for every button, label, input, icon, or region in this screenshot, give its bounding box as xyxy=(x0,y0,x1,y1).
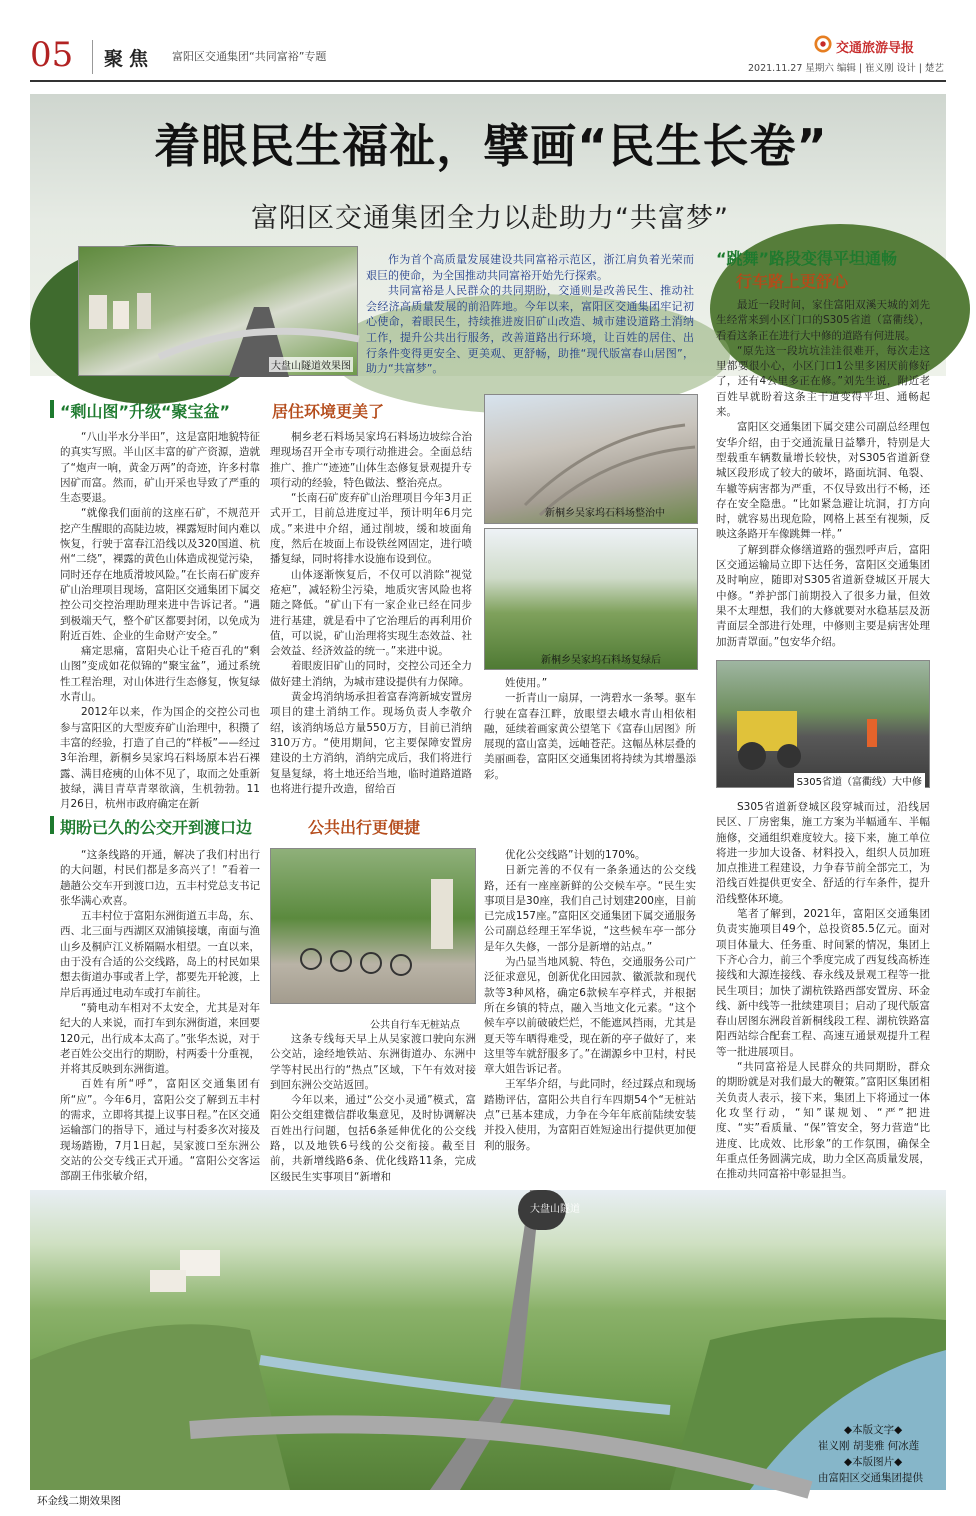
section1-column-3 xyxy=(484,676,696,794)
headline-subtitle: 富阳区交通集团全力以赴助力“共富梦” xyxy=(251,203,729,234)
section2-title-a: 期盼已久的公交开到渡口边 xyxy=(60,818,253,837)
paragraph: 五丰村位于富阳东洲街道五丰岛，东、西、北三面与西湖区双浦镇接壤，南面与渔山乡及桐庐江义桥隔隔水相望。一直以来，由于没有合适的公交线路，岛上的村民如果想去街道办事或者上学，都要先开轮渡，上岸后再通过电动车或打车前往。 xyxy=(60,910,260,999)
section2-title-b: 公共出行更便捷 xyxy=(308,818,421,837)
paragraph: 笔者了解到，2021年，富阳区交通集团负责实施项目49个，总投资85.5亿元。面对项目体量大、任务重、时间紧的情况，集团上下齐心合力，前三个季度完成了西复线高桥连接线和大源连接线、春永线及景观工程等一批民生项目；加快了湖杭铁路西部安置房、环金线、新中线等一批续建项目；启动了现代版富春山居图东洲段首新桐线段工程、湖杭铁路富阳西站综合配套工程、高速互通景观提升工程等一批进展项目。 xyxy=(716,908,930,1058)
section3-title-a: “跳舞”路段变得平坦通畅 xyxy=(716,249,898,268)
photo-caption: 公共自行车无桩站点 xyxy=(370,1020,460,1031)
paragraph: 为凸显当地风貌、特色，交通服务公司广泛征求意见，创新优化田园款、徽派款和现代款等3种风格，确定6款候车亭样式，并根据所在乡镇的特点，融入当地文化元素。“这个候车亭以前破破烂烂，不能遮风挡雨，尤其是夏天等车晒得难受，现在新的亭子做好了，来这里等车就舒服多了。”在湖源乡中卫村，村民章大姐告诉记者。 xyxy=(484,956,696,1076)
section1-title-b: 居住环境更美了 xyxy=(272,402,385,421)
bicycle-row-graphic xyxy=(271,849,477,1005)
photo-tunnel-label: 大盘山隧道 xyxy=(530,1204,580,1215)
paragraph: “这条线路的开通，解决了我们村出行的大问题，村民们都是多高兴了！”看着一趟趟公交车开到渡口边，五丰村党总支书记张华满心欢喜。 xyxy=(60,849,260,907)
diamond-icon: ◆ xyxy=(844,1424,853,1436)
photo-tunnel-rendering xyxy=(78,246,358,376)
paragraph: “八山半水分半田”，这是富阳地貌特征的真实写照。半山区丰富的矿产资源，造就了“炮声一响，黄金万两”的奇迹，许多村靠因矿而富。然而，矿山开采也导致了严重的生态要退。 xyxy=(60,431,260,505)
section1-column-2 xyxy=(270,430,472,795)
section2-column-3 xyxy=(484,848,696,1184)
section3-title-b: 行车路上更舒心 xyxy=(736,272,849,291)
header-divider xyxy=(92,40,93,74)
intro-paragraph: 共同富裕是人民群众的共同期盼，交通则是改善民生、推动社会经济高质量发展的前沿阵地。今年以来，富阳区交通集团牢记初心使命，着眼民生，持续推进废旧矿山改造、城市建设道路土消纳工作，提升公共出行服务，改善道路出行环境，让百姓的居住、出行条件变得更安全、更美观、更舒畅，助推“现代版富春山居图”，助力“共富梦”。 xyxy=(366,284,694,376)
paragraph: 山体逐渐恢复后，不仅可以消除“视觉疮疤”，减轻粉尘污染，地质灾害风险也将随之降低。“矿山下有一家企业已经在同步进行基建，就是看中了它治理后的再利用价值，可以说，矿山治理将实现生态效益、社会效益、经济效益的统一。”来进中说。 xyxy=(270,568,472,658)
paragraph: 着眼废旧矿山的同时，交控公司还全力做好建土消纳，为城市建设提供有力保障。 xyxy=(270,660,472,688)
photo-quarry-before xyxy=(484,394,698,524)
section3-column-bottom xyxy=(716,800,930,1181)
credit-photo-source: 由富阳区交通集团提供 xyxy=(818,1472,923,1484)
section-marker xyxy=(50,400,54,418)
section1-title-a: “剩山图”升级“聚宝盆” xyxy=(60,402,231,421)
paragraph: 百姓有所“呼”，富阳区交通集团有所“应”。今年6月，富阳公交了解到五丰村的需求，立即将其提上议事日程。”在区交通运输部门的指导下，通过与村委多次对接及现场踏勘，7月1日起，吴家渡口至东洲公交站的公交专线正式开通。“富阳公交客运部副王伟张敏介绍， xyxy=(60,1078,260,1183)
photo-caption: 新桐乡吴家坞石料场整治中 xyxy=(545,508,665,519)
headline-title: 着眼民生福祉，擘画“民生长卷” xyxy=(154,119,828,173)
section-name: 聚焦 xyxy=(104,48,155,70)
paragraph: “共同富裕是人民群众的共同期盼，群众的期盼就是对我们最大的鞭策。”富阳区集团相关负责人表示，接下来，集团上下将通过一体化攻坚行动，“知”谋规划、“严”把进度、“实”看质量、“保”管安全，努力营造“比进度、比成效、比形象”的工作氛围，确保全年重点任务圆满完成，助力全区高质量发展，在推动共同富裕中彰显担当。 xyxy=(716,1061,930,1181)
credit-photo-label: ◆本版图片◆ xyxy=(844,1456,903,1468)
credits-box xyxy=(818,1422,946,1486)
photo-caption: 环金线二期效果图 xyxy=(34,1493,124,1508)
paragraph: 王军华介绍，与此同时，经过踩点和现场踏勘评估，富阳公共自行车四期54个“无桩站点”已基本建成，力争在今年年底前陆续安装并投入使用，为富阳百姓短途出行提供更加便利的服务。 xyxy=(484,1078,696,1152)
paragraph: “就像我们面前的这座石矿，不规范开挖产生醒眼的高陡边坡，裸露短时间内难以恢复，行驶于富春江沿线以及320国道、杭州“二绕”，裸露的黄色山体造成视觉污染，同时还存在地质滑坡风险。”在长南石矿废弃矿山治理项目现场，富阳区交通集团下属交控公司交控治理助理来进中告诉记者。“遇到极端天气，整个矿区都要封闭，以免成为附近百姓、企业的生命财产安全。” xyxy=(60,507,260,642)
section1-column-1 xyxy=(60,430,260,811)
paragraph: 姓使用。” xyxy=(505,677,548,689)
paragraph: 今年以来，通过“公交小灵通”模式，富阳公交组建微信群收集意见，及时协调解决百姓出行问题，包括6条延伸优化的公交线路，以及地铁6号线的公交衔接。截至目前，共新增线路6条、优化线路11条，完成区级民生实事项目“新增和 xyxy=(270,1094,476,1183)
paragraph: 桐乡老石料场吴家坞石料场边坡综合治理现场召开全市专项行动推进会。全面总结推广、推广“迹迹”山体生态修复景观提升专项行动的经验，特色做法、整治亮点。 xyxy=(270,431,472,489)
header-rule xyxy=(30,80,946,82)
road-landscape-graphic xyxy=(30,1190,946,1490)
photo-quarry-after xyxy=(484,528,698,670)
section3-column-top xyxy=(716,298,930,654)
section2-column-1 xyxy=(60,848,260,1184)
credit-text-names: 崔义刚 胡斐雅 何冰莲 xyxy=(818,1440,920,1452)
paragraph: “骑电动车相对不太安全，尤其是对年纪大的人来说，而打车到东洲街道，来回要120元，出行成本太高了。”张华杰说，对于老百姓公交出行的期盼，村两委十分重视，并将其反映到东洲街道。 xyxy=(60,1001,260,1076)
paragraph: 日新完善的不仅有一条条通达的公交线路，还有一座座新鲜的公交候车亭。“民生实事项目是30座，我们自己讨划建200座，目前已完成157座。”富阳区交通集团下属交通服务公司副总经理王军华说，“这些候车亭一部分是年久失修，一部分是新增的站点。” xyxy=(484,864,696,953)
paragraph: 了解到群众修缮道路的强烈呼声后，富阳区交通运输局立即下达任务，富阳区交通集团及时响应，随即对S305省道新登城区开展大中修。“养护部门前期投入了很多力量，但效果不太理想，我们的大修就要对水稳基层及沥青面层全部进行处理，中修则主要是病害处理加沥青罩面。”包安华介绍。 xyxy=(716,543,930,648)
diamond-icon: ◆ xyxy=(844,1456,853,1468)
page-number: 05 xyxy=(30,35,74,75)
intro-text xyxy=(366,252,694,377)
photo-road-repair xyxy=(716,660,930,788)
intro-paragraph: 作为首个高质量发展建设共同富裕示范区，浙江肩负着光荣而艰巨的使命，为全国推动共同富裕开始先行探索。 xyxy=(366,253,694,282)
photo-bike-station xyxy=(270,848,476,1004)
photo-caption: 大盘山隧道效果图 xyxy=(269,357,353,372)
paragraph: 黄金坞消纳场承担着富春湾新城安置房项目的建土消纳工作。现场负责人李敬介绍，该消纳场总方量550万方，目前已消纳310万方。“使用期间，它主要保障安置房建设的土方消纳，消纳完成后，我们将进行复垦复绿，将土地还给当地，临时道路道路也将进行提升改造，留给百 xyxy=(270,691,472,795)
section-subtitle: 富阳区交通集团“共同富裕”专题 xyxy=(172,50,327,63)
paragraph: “原先这一段坑坑洼洼很难开，每次走这里都要很小心，小区门口1公里多困厌前修好了，还有4公里多正在修。”刘先生说，附近老百姓早就盼着这条主干道变得平坦、通畅起来。 xyxy=(716,344,930,419)
photo-road-rendering xyxy=(30,1190,946,1490)
credit-text-label: ◆本版文字◆ xyxy=(844,1424,903,1436)
section2-column-2 xyxy=(270,1032,476,1184)
paragraph: 一折青山一扇屏，一湾碧水一条琴。驱车行驶在富春江畔，放眼望去峨水青山相依相融，延续着画家黄公望笔下《富春山居图》所展现的富山富美，远岫苍茫。这幅丛林层叠的美丽画卷，富阳区交通集团将持续为其增墨添彩。 xyxy=(484,692,696,781)
section-marker xyxy=(50,816,54,834)
date-line: 2021.11.27 星期六 编辑 | 崔义刚 设计 | 楚艺 xyxy=(748,63,944,74)
newspaper-brand: 交通旅游导报 xyxy=(836,41,915,56)
paragraph: 痛定思痛，富阳央心让千疮百孔的“剩山图”变成如花似锦的“聚宝盆”，通过系统性工程治理，对山体进行生态修复，恢复绿水青山。 xyxy=(60,645,260,704)
roller-graphic xyxy=(717,661,931,789)
paragraph: “长南石矿废弃矿山治理项目今年3月正式开工，目前总进度过半，预计明年6月完成。”来进中介绍，通过削坡，缓和坡面角度，然后在坡面上布设铁丝网固定，进行喷播复绿，同时将排水设施布设到位。 xyxy=(270,492,472,566)
photo-caption: 新桐乡吴家坞石料场复绿后 xyxy=(541,655,661,666)
paragraph: 2012年以来，作为国企的交控公司也参与富阳区的大型废弃矿山治理中，积攒了丰富的经验，打造了自己的“样板”——经过3年治理，新桐乡吴家坞石料场原本岩石裸露、满目疮痍的山体不见了，取而之处重新披绿，满目青草青翠欲滴，生机勃勃。11月26日，杭州市政府确定在新 xyxy=(60,706,260,811)
paragraph: 这条专线每天早上从吴家渡口驶向东洲公交站，途经地铁站、东洲街道办、东洲中学等村民出行的“热点”区域，下午有效对接到回东洲公交站返回。 xyxy=(270,1033,476,1091)
paragraph: 富阳区交通集团下属交建公司副总经理包安华介绍，由于交通流量日益攀升，特别是大型载重车辆数量增长较快，对S305省道新登城区段形成了较大的破坏，路面坑洞、龟裂、车辙等病害都为严重，不仅导致出行不畅，还存在安全隐患。“比如紧急避让坑洞，打方向时，就容易出现危险，网格上甚至有视频，反映这条路开车像跳舞一样。” xyxy=(716,421,930,541)
paragraph: S305省道新登城区段穿城而过，沿线居民区、厂房密集，施工方案为半幅通车、半幅施修，交通组织难度较大。接下来，施工单位将进一步加大设备、材料投入，组织人员加班加点推进工程建设，力争春节前全部完工，为沿线百姓提供更安全、舒适的行车条件，提升沿线整体环境。 xyxy=(716,801,930,905)
paragraph: 最近一段时间，家住富阳双溪天城的刘先生经常来到小区门口的S305省道（富衢线），看看这条正在进行大中修的道路有何进展。 xyxy=(716,299,930,342)
paragraph: 优化公交线路”计划的170%。 xyxy=(505,849,646,861)
brand-logo-icon xyxy=(814,35,832,53)
photo-caption: S305省道（富衢线）大中修 xyxy=(794,773,925,788)
